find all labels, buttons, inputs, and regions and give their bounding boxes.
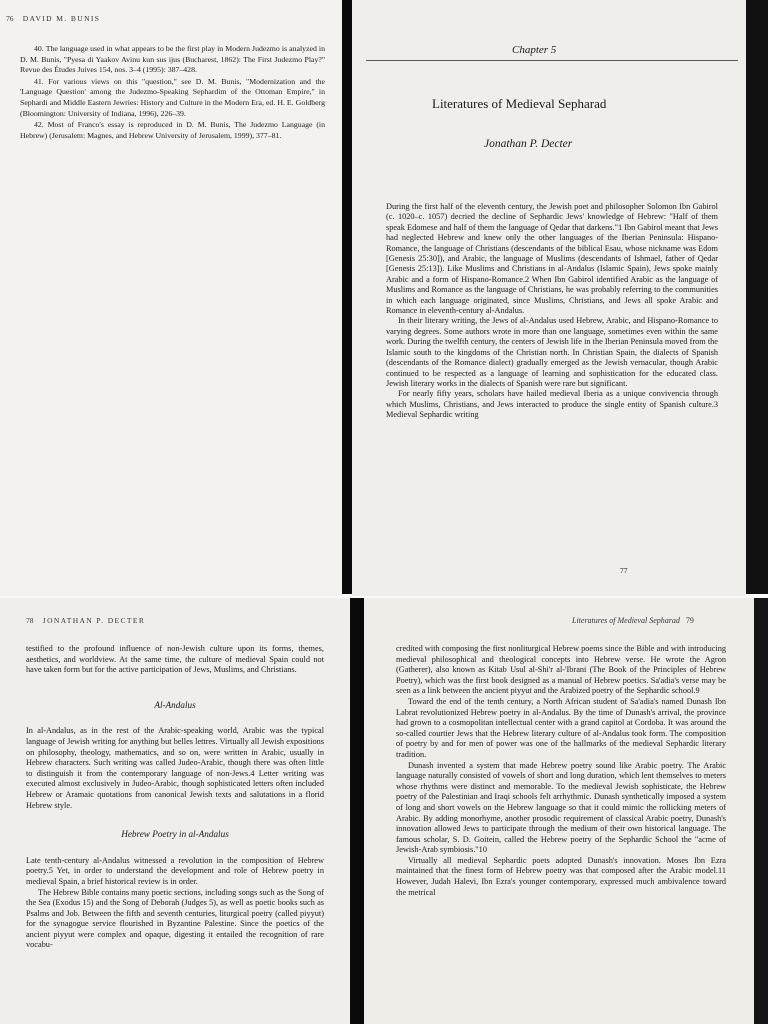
paragraph: In their literary writing, the Jews of al-Andalus used Hebrew, Arabic, and Hispano-Romance to varying degrees. Some authors wrote in more than one language, sometimes even within the same work. During the twelfth century, the centers of Jewish life in the Iberian Peninsula moved from the Islamic south to the kingdoms of the Christian north. In Christian Spain, the dialects of Spanish (descendants of the Romance dialect) gradually emerged as the Jewish vernacular, though Arabic continued to be respected as a language of learning and sophistication for the educated class. Jewish literary works in the dialects of Spanish were rare but significant. [386,316,718,388]
page-number: 79 [685,616,694,625]
body-text [396,644,726,898]
paragraph: For nearly fifty years, scholars have hailed medieval Iberia as a unique convivencia through which Muslims, Christians, and Jews interacted to produce the single entity of Spanish culture.3 Medieval Sephardic writing [386,389,718,420]
chapter-title: Literatures of Medieval Sepharad [432,96,607,111]
page-edge-shadow [754,598,768,1024]
paragraph: testified to the profound influence of non-Jewish culture upon its forms, themes, aesthetics, and worldview. At the same time, the culture of medieval Spain could not have taken form but for the active participation of Jews, Muslims, and Christians. [26,644,324,675]
chapter-rule [366,60,738,61]
page-edge-shadow [744,0,768,596]
paragraph: Late tenth-century al-Andalus witnessed a revolution in the composition of Hebrew poetry.5 Yet, in order to understand the development and role of Hebrew poetry in medieval Spain, a brief historical review is in order. [26,855,324,886]
running-head-text: DAVID M. BUNIS [22,14,101,23]
body-text [26,644,324,951]
section-heading: Hebrew Poetry in al-Andalus [121,829,229,840]
page-number: 78 [26,616,34,625]
endnote: 40. The language used in what appears to be the first play in Modern Judezmo is analyzed in D. M. Bunis, "Pyesa di Yaakov Avinu kun sus ijus (Bucharest, 1862): The First Judezmo Play?" Revue des Études Juives 154, nos. 3–4 (1995): 387–428. [20,44,325,75]
paragraph: Toward the end of the tenth century, a North African student of Sa'adia's named Dunash Ibn Labrat revolutionized Hebrew poetry in al-Andalus. By the time of Dunash's arrival, the province had grown to a cosmopolitan intellectual center with a grand capitol at Cordoba. It was around the so-called courtier Jews that the Hebrew literary culture of al-Andalus took form. The composition of poetry by and for men of power was one of the hallmarks of the medieval Sephardic literary tradition. [396,696,726,759]
endnote: 41. For various views on this "question," see D. M. Bunis, "Modernization and the 'Language Question' among the Judezmo-Speaking Sephardim of the Ottoman Empire," in Sephardi and Middle Eastern Jewries: History and Culture in the Modern Era, ed. H. E. Goldberg (Bloomington: University of Indiana, 1996), 226–39. [20,76,325,118]
page-76 [0,0,342,596]
endnote: 42. Most of Franco's essay is reproduced in D. M. Bunis, The Judezmo Language (in Hebrew) (Jerusalem: Magnes, and Hebrew University of Jerusalem, 1999), 377–81. [20,120,325,140]
paragraph: Dunash invented a system that made Hebrew poetry sound like Arabic poetry. The Arabic language naturally consisted of vowels of short and long duration, which lent themselves to meters whose rhythms were distinct and memorable. To the medieval Jewish sophisticate, the Hebrew poetry of the Palestinian and Iraqi schools felt arrhythmic. Dunash synthetically imposed a system of long and short vowels on the Hebrew language so that it could mimic the rollicking meters of Arabic. By adding monorhyme, another prosodic requirement of classical Arabic poetry, Dunash's innovation allowed Jews to participate through the medium of their own historical language. The famous scholar, S. D. Goitein, called the Hebrew poetry of the Sephardic School the "acme of Jewish-Arab symbiosis."10 [396,760,726,855]
paragraph: credited with composing the first nonliturgical Hebrew poems since the Bible and with introducing medieval philosophical and theological concepts into Hebrew verse. He wrote the Agron (Gatherer), also known as Kitab Usul al-Shi'r al-'Ibrani (The Book of the Principles of Hebrew Poetry), which was the first book designed as a manual of Hebrew poetics. Sa'adia's verse may be seen as a link between the ancient piyyut and the Arabized poetry of the Sephardic school.9 [396,644,726,696]
page-78 [0,598,350,1024]
running-head [6,14,100,23]
page-number: 77 [620,566,628,575]
body-text [386,202,718,421]
page-77 [352,0,746,596]
running-head [26,616,145,625]
running-head-text: JONATHAN P. DECTER [42,616,146,625]
chapter-label: Chapter 5 [512,44,557,56]
endnotes [20,44,325,142]
paragraph: Virtually all medieval Sephardic poets adopted Dunash's innovation. Moses Ibn Ezra maintained that the finest form of Hebrew poetry was that composed after the Arabic model.11 However, Judah Halevi, Ibn Ezra's younger contemporary, expressed much ambivalence toward the metrical [396,855,726,897]
page-number: 76 [6,14,14,23]
paragraph: The Hebrew Bible contains many poetic sections, including songs such as the Song of the Sea (Exodus 15) and the Song of Deborah (Judges 5), as well as poetic books such as Psalms and Job. Between the fifth and seventh centuries, liturgical poetry (called piyyut) for the synagogue service flourished in Byzantine Palestine. Since the poetics of the ancient piyyut were complex and opaque, digesting it entailed the recognition of rare vocabu- [26,887,324,950]
paragraph: During the first half of the eleventh century, the Jewish poet and philosopher Solomon Ibn Gabirol (c. 1020–c. 1057) decried the decline of Sephardic Jews' knowledge of Hebrew: "Half of them speak Edomese and half of them the language of Qedar that darkens."1 Ibn Gabirol meant that Jews had neglected Hebrew and knew only the other languages of the Iberian Peninsula: Hispano-Romance, the language of Christians (descendants of the biblical Esau, whose nickname was Edom [Genesis 25:30]), and Arabic, the language of Muslims (descendants of Ishmael, father of Qedar [Genesis 25:13]). Like Muslims and Christians in al-Andalus (Islamic Spain), Jews spoke mainly Arabic and a form of Hispano-Romance.2 When Ibn Gabirol identified Arabic as the language of Muslims and Romance as the language of Christians, he was probably referring to the communities in which each language originated, since Muslims, Christians, and Jews all spoke Arabic and Romance in eleventh-century al-Andalus. [386,202,718,316]
running-head [572,616,694,625]
running-head-text: Literatures of Medieval Sepharad [572,616,680,625]
section-heading: Al-Andalus [154,699,196,710]
book-binding-shadow [348,598,364,1024]
paragraph: In al-Andalus, as in the rest of the Arabic-speaking world, Arabic was the typical language of Jewish writing for anything but belles lettres. Virtually all Jewish expositions on philosophy, theology, mathematics, and so on, were written in Arabic, usually in Hebrew characters. Such writing was called Judeo-Arabic, though there was often little to distinguish it from the contemporary language of non-Jews.4 Letter writing was executed almost exclusively in Judeo-Arabic, though sophisticated letters often included Hebrew or Aramaic quotations from canonical Jewish texts and salutations in a florid Hebrew style. [26,726,324,810]
page-79 [364,598,754,1024]
chapter-author: Jonathan P. Decter [484,138,573,150]
